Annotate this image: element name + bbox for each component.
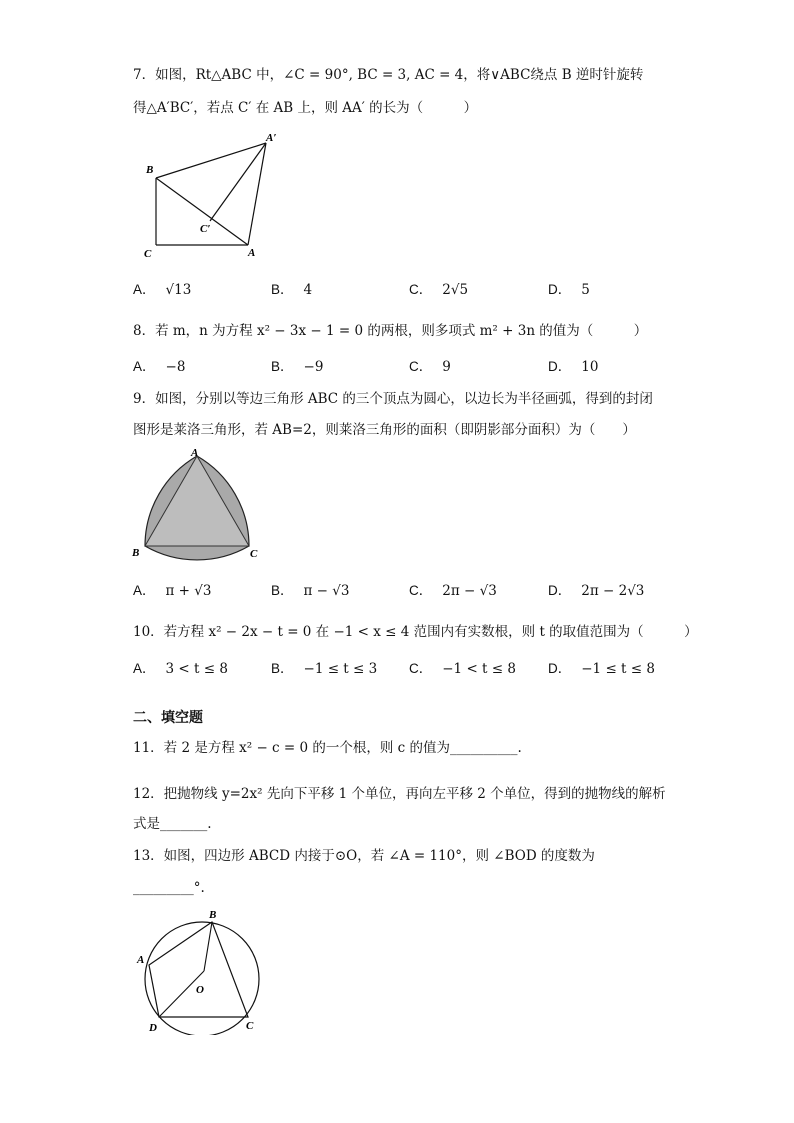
q7-rotation-figure bbox=[140, 128, 300, 263]
q10-option-a[interactable]: A． 3 < t ≤ 8 bbox=[133, 661, 228, 677]
q9-stem-line1: 9．如图，分别以等边三角形 ABC 的三个顶点为圆心，以边长为半径画弧，得到的封闭 bbox=[133, 391, 653, 407]
q9-option-b[interactable]: B． π − √3 bbox=[271, 583, 350, 599]
q9-option-a[interactable]: A． π + √3 bbox=[133, 583, 212, 599]
q7-label-b: B bbox=[146, 164, 154, 176]
q10-option-d[interactable]: D． −1 ≤ t ≤ 8 bbox=[548, 661, 655, 677]
q13-stem-line2: _________°. bbox=[133, 880, 205, 896]
q9-label-b: B bbox=[132, 547, 140, 559]
q13-inscribed-quad-figure bbox=[132, 905, 272, 1035]
q7-option-a[interactable]: A． √13 bbox=[133, 282, 192, 298]
q11-stem: 11．若 2 是方程 x² − c = 0 的一个根，则 c 的值为__________. bbox=[133, 740, 522, 756]
q7-option-c[interactable]: C． 2√5 bbox=[409, 282, 469, 298]
q8-option-c[interactable]: C． 9 bbox=[409, 359, 451, 375]
q9-option-c[interactable]: C． 2π − √3 bbox=[409, 583, 497, 599]
section-fill-in-title: 二、填空题 bbox=[133, 710, 203, 726]
q13-label-o: O bbox=[196, 984, 204, 996]
q9-stem-line2: 图形是莱洛三角形，若 AB=2，则莱洛三角形的面积（即阴影部分面积）为（ ） bbox=[133, 422, 636, 438]
q8-option-b[interactable]: B． −9 bbox=[271, 359, 324, 375]
q7-label-c-prime: C′ bbox=[200, 223, 211, 235]
q12-stem-line1: 12．把抛物线 y=2x² 先向下平移 1 个单位，再向左平移 2 个单位，得到的抛物线的解析 bbox=[133, 786, 666, 802]
q7-label-c: C bbox=[144, 248, 152, 260]
q7-label-a: A bbox=[248, 247, 256, 259]
q9-option-d[interactable]: D． 2π − 2√3 bbox=[548, 583, 645, 599]
q13-stem-line1: 13．如图，四边形 ABCD 内接于⊙O，若 ∠A = 110°，则 ∠BOD 的度数为 bbox=[133, 848, 595, 864]
q9-label-c: C bbox=[250, 548, 258, 560]
q8-option-a[interactable]: A． −8 bbox=[133, 359, 186, 375]
q9-label-a: A bbox=[191, 447, 199, 459]
q8-option-d[interactable]: D． 10 bbox=[548, 359, 599, 375]
q13-label-b: B bbox=[209, 909, 217, 921]
q10-stem: 10．若方程 x² − 2x − t = 0 在 −1 < x ≤ 4 范围内有实数根，则 t 的取值范围为（ ） bbox=[133, 624, 698, 640]
q12-stem-line2: 式是_______. bbox=[133, 816, 212, 832]
q10-option-b[interactable]: B． −1 ≤ t ≤ 3 bbox=[271, 661, 378, 677]
q7-label-a-prime: A′ bbox=[266, 132, 277, 144]
q13-label-c: C bbox=[246, 1020, 254, 1032]
q7-stem-line1: 7．如图，Rt△ABC 中，∠C = 90°, BC = 3, AC = 4，将∨ABC绕点 B 逆时针旋转 bbox=[133, 67, 644, 83]
q13-label-a: A bbox=[137, 954, 145, 966]
q8-stem: 8．若 m，n 为方程 x² − 3x − 1 = 0 的两根，则多项式 m² + 3n 的值为（ ） bbox=[133, 323, 648, 339]
q7-option-d[interactable]: D． 5 bbox=[548, 282, 590, 298]
q10-option-c[interactable]: C． −1 < t ≤ 8 bbox=[409, 661, 516, 677]
q13-label-d: D bbox=[149, 1022, 157, 1034]
q9-reuleaux-figure bbox=[128, 444, 268, 564]
q7-stem-line2: 得△A′BC′，若点 C′ 在 AB 上，则 AA′ 的长为（ ） bbox=[133, 100, 478, 116]
q7-option-b[interactable]: B． 4 bbox=[271, 282, 313, 298]
